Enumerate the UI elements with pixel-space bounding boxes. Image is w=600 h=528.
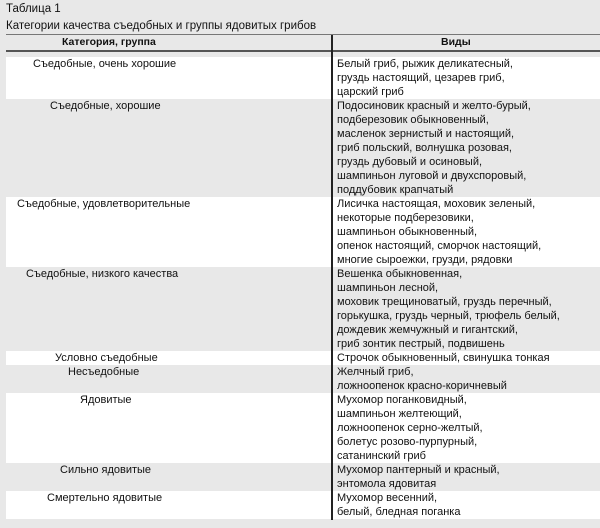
table-body	[6, 57, 600, 519]
row-category: Сильно ядовитые	[60, 464, 152, 476]
divider	[6, 50, 600, 52]
table-row	[6, 491, 600, 519]
table-row	[6, 365, 600, 393]
row-category: Съедобные, хорошие	[50, 100, 161, 112]
row-kinds: Желчный гриб, ложноопенок красно-коричневый	[337, 366, 507, 392]
table-row	[6, 351, 600, 365]
row-category: Съедобные, удовлетворительные	[17, 198, 191, 210]
row-kinds: Мухомор пантерный и красный, энтомола ядовитая	[337, 464, 500, 490]
column-divider	[331, 35, 333, 520]
row-category: Ядовитые	[80, 394, 132, 406]
table-row	[6, 393, 600, 463]
table-row	[6, 57, 600, 99]
header-category: Категория, группа	[62, 36, 156, 48]
table-row	[6, 267, 600, 351]
row-kinds: Мухомор весенний, белый, бледная поганка	[337, 492, 461, 518]
table-caption: Категории качества съедобных и группы ядовитых грибов	[6, 20, 317, 32]
row-category: Смертельно ядовитые	[47, 492, 163, 504]
table-row	[6, 463, 600, 491]
row-kinds: Подосиновик красный и желто-бурый, подберезовик обыкновенный, масленок зернистый и настоящий, гриб польский, волнушка розовая, груздь дубовый и осиновый, шампиньон луговой и двухспоровый, поддубовик крапчатый	[337, 100, 531, 196]
row-category: Условно съедобные	[55, 352, 158, 364]
table-header	[6, 35, 600, 50]
header-kinds: Виды	[441, 36, 471, 48]
row-kinds: Строчок обыкновенный, свинушка тонкая	[337, 352, 550, 364]
table-row	[6, 99, 600, 197]
row-kinds: Мухомор поганковидный, шампиньон желтеющий, ложноопенок серно-желтый, болетус розово-пурпурный, сатанинский гриб	[337, 394, 483, 462]
row-category: Съедобные, очень хорошие	[33, 58, 177, 70]
row-category: Несъедобные	[68, 366, 140, 378]
row-kinds: Лисичка настоящая, моховик зеленый, некоторые подберезовики, шампиньон обыкновенный, опенок настоящий, сморчок настоящий, многие сыроежки, грузди, рядовки	[337, 198, 542, 266]
row-category: Съедобные, низкого качества	[26, 268, 179, 280]
row-kinds: Белый гриб, рыжик деликатесный, груздь настоящий, цезарев гриб, царский гриб	[337, 58, 513, 98]
table-number: Таблица 1	[6, 3, 61, 15]
table-row	[6, 197, 600, 267]
row-kinds: Вешенка обыкновенная, шампиньон лесной, моховик трещиноватый, груздь перечный, горькушка, груздь черный, трюфель белый, дождевик жемчужный и гигантский, гриб зонтик пестрый, подвишень	[337, 268, 560, 350]
